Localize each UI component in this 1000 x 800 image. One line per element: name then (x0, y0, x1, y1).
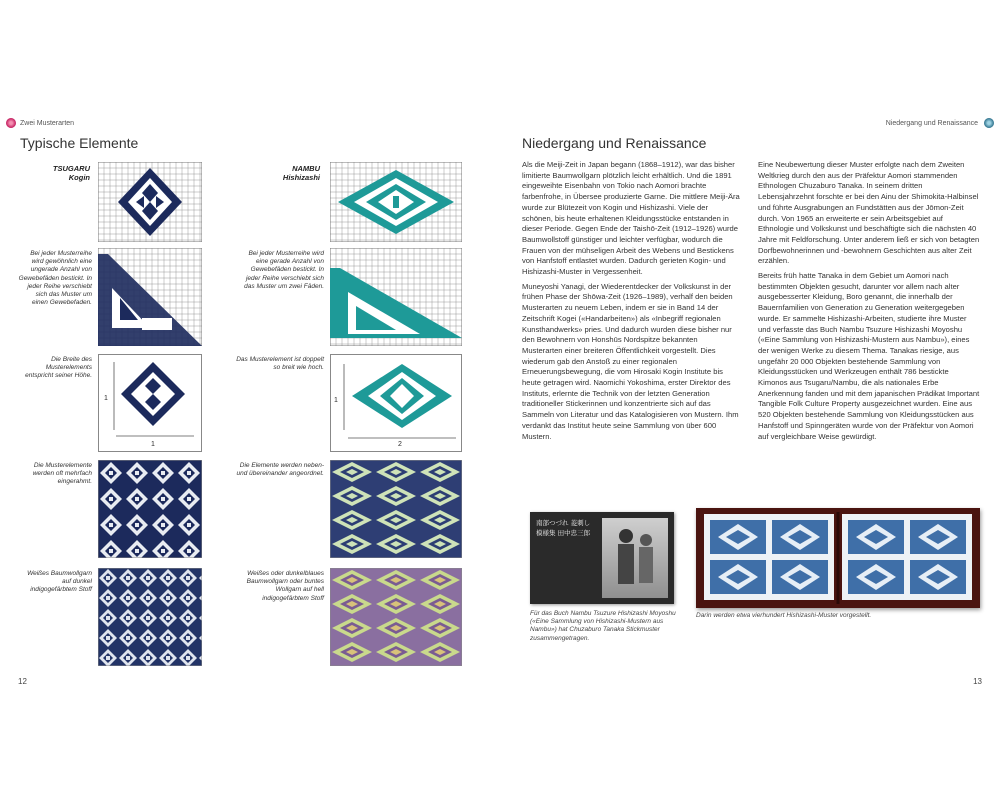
caption-nambu-2: Das Musterelement ist doppelt so breit wie hoch. (236, 356, 324, 372)
tsugaru-grid-1 (98, 162, 202, 242)
text-column-1 (522, 160, 740, 446)
paragraph: Bereits früh hatte Tanaka in dem Gebiet um Aomori nach bestimmten Objekten gesucht, darunter vor allem nach alter ausgebesserter Kleidung, Boro genannt, die innerhalb der Bauernfamilien von Generation zu Generation weitergegeben wurde. Er sammelte Hishizashi-Arbeiten, studierte ihre Muster und verfasste das Buch Nambu Tsuzure Hishizashi Moyoshu («Eine Sammlung von Hishizashi-Mustern aus Nambu»), eines der wenigen Werke zu diesem Thema. Tanakas riesige, aus ungefähr 20 000 Objekten bestehende Sammlung von Kleidungsstücken und Werkzeugen enthält 786 bestickte Kimonos aus Tsugaru/Nambu, die als nationales Erbe Anerkennung fanden und mit dem japanischen Prädikat Important Tangible Folk Culture Property ausgezeichnet wurden. Eine aus 520 Objekten bestehende Sammlung von Kleidungsstücken aus Hanfstoff und Spinngeräten wurde von der Präfektur von Aomori auf vergleichbare Weise gewürdigt. (758, 271, 980, 441)
dim-left-vertical: 1 (104, 395, 108, 402)
tsugaru-element-diagram (98, 354, 202, 452)
nambu-pattern-repeat (330, 460, 462, 558)
dim-left-horizontal: 1 (151, 441, 155, 448)
caption-tsugaru-1: Bei jeder Musterreihe wird gewöhnlich eine ungerade Anzahl von Gewebefäden bestickt. In jeder Reihe verschiebt sich das Muster um einen Gewebefaden. (18, 250, 92, 307)
paragraph: Eine Neubewertung dieser Muster erfolgte nach dem Zweiten Weltkrieg durch den aus der Präfektur Aomori stammenden Ethnologen Chuzaburo Tanaka. In seinem dritten Lebensjahrzehnt forschte er bei den Ainu der Shimokita-Halbinsel und führte Ausgrabungen an Fundstätten aus der Jōmon-Zeit durch. Von 1965 an erweiterte er sein Arbeitsgebiet auf Ethnologie und Volkskunst und beschäftigte sich die nächsten 40 Jahre mit Feldforschung. Unter anderem ließ er sich von betagten Dorfbewohnerinnen und -bewohnern Geschichten aus alter Zeit erzählen. (758, 160, 980, 266)
nambu-grid-1 (330, 162, 462, 242)
running-head-right: Niedergang und Renaissance (885, 120, 978, 127)
running-head-left: Zwei Musterarten (20, 120, 75, 127)
section-title-right: Niedergang und Renaissance (522, 135, 707, 151)
nambu-element-diagram (330, 354, 462, 452)
tsugaru-title: TSUGARU Kogin (52, 164, 90, 182)
caption-nambu-3: Die Elemente werden neben- und übereinander angeordnet. (236, 462, 324, 478)
caption-nambu-4: Weißes oder dunkelblaues Baumwollgarn oder buntes Wollgarn auf hell indigogefärbtem Stoff (246, 570, 324, 602)
tsugaru-grid-2 (98, 248, 202, 346)
page-number-left: 12 (18, 677, 27, 686)
nambu-grid-2 (330, 248, 462, 346)
photo-caption-open-book: Darin werden etwa vierhundert Hishizashi-Muster vorgestellt. (696, 612, 872, 619)
emblem-icon (984, 118, 994, 128)
caption-tsugaru-2: Die Breite des Musterelements entspricht seiner Höhe. (25, 356, 92, 380)
paragraph: Als die Meiji-Zeit in Japan begann (1868–1912), war das bisher limitierte Baumwollgarn plötzlich leicht erhältlich. Und die 1891 eingeweihte Eisenbahn von Tokio nach Aomori brachte farbenfrohe, in Übersee produzierte Garne. Die mittlere Meiji-Ära wurde zur Blütezeit von Kogin und Hishizashi. Viele der schönen, bis heute erhaltenen Kleidungsstücke entstanden in dieser Periode. Gegen Ende der Taishō-Zeit (1912–1926) wurde Baumwollstoff günstiger und leichter verfügbar, wodurch die Frauen von der mühseligen Arbeit des Webens und Bestickens von Hanfstoff entlastet wurden. Dadurch gerieten Kogin- und Hishizashi-Muster in Vergessenheit. (522, 160, 740, 277)
book-cover-photo (530, 512, 674, 604)
nambu-title: NAMBU Hishizashi (282, 164, 320, 182)
caption-tsugaru-3: Die Musterelemente werden oft mehrfach eingerahmt. (32, 462, 92, 486)
tsugaru-pattern-fabric (98, 568, 202, 666)
right-page (500, 0, 1000, 800)
open-book-photo (696, 508, 980, 608)
photo-caption-book: Für das Buch Nambu Tsuzure Hishizashi Moyoshu («Eine Sammlung von Hishizashi-Mustern aus Nambu») hat Chuzaburo Tanaka Stickmuster zusammengetragen. (530, 610, 676, 642)
caption-nambu-1: Bei jeder Musterreihe wird eine gerade Anzahl von Gewebefäden bestickt. In jeder Reihe verschiebt sich das Muster um zwei Fäden. (244, 250, 324, 290)
text-column-2 (758, 160, 980, 446)
book-cover-title: 南部つづれ 菱刺し模様集 田中忠三郎 (536, 519, 591, 537)
nambu-pattern-fabric (330, 568, 462, 666)
book-cover-figures (602, 518, 668, 598)
emblem-icon (6, 118, 16, 128)
dim-mid-vertical: 1 (334, 397, 338, 404)
tsugaru-pattern-framed (98, 460, 202, 558)
section-title-left: Typische Elemente (20, 135, 139, 151)
caption-tsugaru-4: Weißes Baumwollgarn auf dunkel indigogefärbtem Stoff (27, 570, 92, 594)
dim-mid-horizontal: 2 (398, 441, 402, 448)
page-number-right: 13 (973, 677, 982, 686)
paragraph: Muneyoshi Yanagi, der Wiederentdecker der Volkskunst in der frühen Phase der Shōwa-Zeit (1926–1989), verhalf den beiden Musterarten zu neuem Leben, indem er sie in Band 14 der Zeitschrift Kogei («Handarbeiten») als «Inbegriff regionalen Kunsthandwerks» pries. Und dadurch wurden diese bisher nur den Bewohnern von Honshūs Nordspitze bekannten Musterarten einer breiteren Öffentlichkeit vorgestellt. Dies wiederum gab den Anstoß zu einer regionalen Erneuerungsbewegung, die vom Hirosaki Kogin Institute bis heute getragen wird. Naomichi Yokoshima, erster Direktor des Instituts, erlernte die Technik von der letzten Generation traditioneller Stickerinnen und konzentrierte sich auf das Sammeln von Literatur und das Katalogisieren von Mustern. Ihm verdankt das Institut heute seine Sammlung von über 600 Mustern. (522, 281, 739, 441)
